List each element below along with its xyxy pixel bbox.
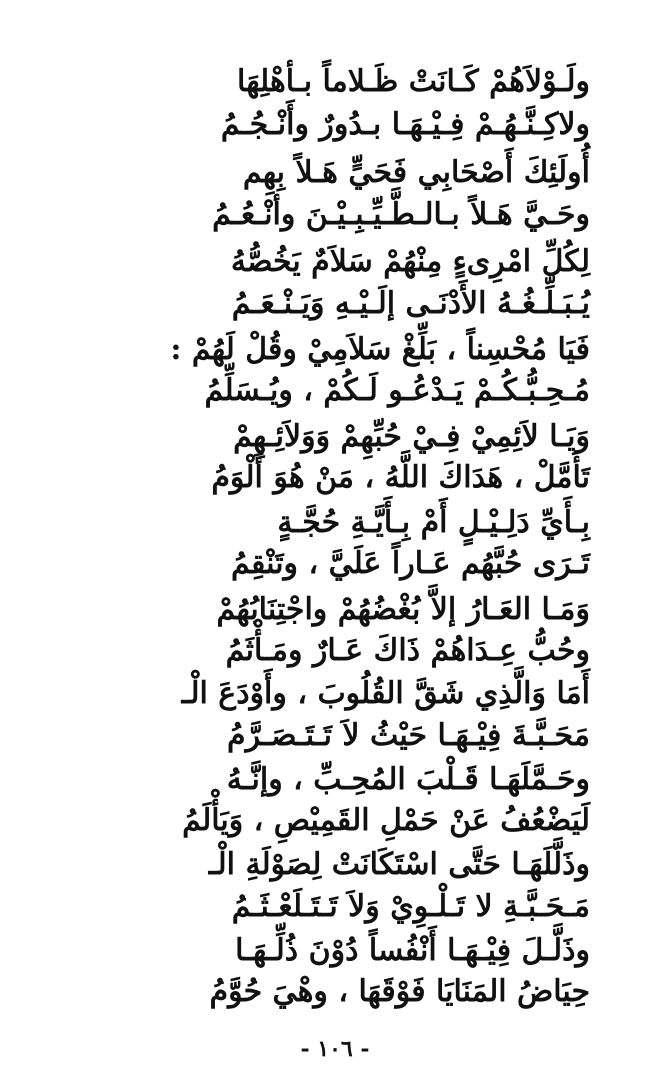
poem-line: تَـرَى حُبَّهُم عَـاراً عَلَيَّ ، وتَنْقِمُ (231, 546, 590, 581)
poem-line: ولاكِـنَّـهُـمْ فِـيْـهَـا بـدُورٌ وأَنْـجُـمُ (220, 107, 590, 142)
poem-line: لَيَضْعُفُ عَنْ حَمْلِ القَمِيْصِ ، وَيَأْلَمُ (182, 803, 590, 838)
poem-line: وحَـيَّ هَـلاً بـالـطَّـيِّـبِـيْـنَ وأنْـعُـمُ (212, 197, 590, 232)
page-number: - ١٠٦ - (300, 1036, 370, 1062)
poem-line: تَأَمَّلْ ، هَدَاكَ اللَّهُ ، مَنْ هُوَ أَلْوَمُ (211, 460, 590, 495)
poem-line: وذَلَّـلَ فِيْـهَـا أَنْفُساً دُوْنَ ذُلِّـهَـا (235, 933, 590, 968)
poem-line: وحُبُّ عِـدَاهُمْ ذَاكَ عَـارٌ ومَـأْثَمُ (225, 633, 590, 668)
poem-line: وذَلَّلَهَـا حَتَّى اسْتَكَانَتْ لِصَوْلَةِ الْـ (208, 847, 590, 882)
poem-line: حِيَاضُ المَنَايَا فَوْقَهَا ، وهْيَ حُوَّمُ (209, 974, 590, 1009)
poem-line: يُـبَـلِّـغُـهُ الأَدْنَـى إلَـيْـهِ وَيَـنْـعَـمُ (231, 286, 590, 321)
poem-line: بِـأَيِّ دَلِـيْـلٍ أَمْ بِـأَيَّـةِ حُجَّـةٍ (277, 505, 590, 540)
poem-line: أُولَئِكَ أَصْحَابِي فَحَيٍّ هَـلاً بِهِم (242, 155, 590, 190)
poem-line: مُـحِـبُّـكُـمْ يَـدْعُـو لَـكُمْ ، ويُـسَلِّمُ (204, 373, 590, 408)
poem-line: فَيَا مُحْسِناً ، بَلِّغْ سَلاَمِيْ وقُلْ لَهُمْ : (170, 332, 590, 367)
poem-line: ولَـوْلاَهُمْ كَـانَتْ ظَـلاماً بـأهْلِهَا (237, 64, 590, 99)
poem-line: أَمَا وَالَّذِي شَقَّ القُلُوبَ ، وأَوْدَعَ الْـ (181, 676, 590, 711)
poem-line: لِكُلِّ امْرِىءٍ مِنْهُمْ سَلاَمٌ يَخُصُّهُ (230, 244, 590, 279)
poem-line: وحَـمَّلَهَـا قَـلْبَ المُحِـبِّ ، وإنَّـهُ (226, 762, 590, 797)
poem-line: وَيَـا لاَئِمِيْ فِـيْ حُبِّهِمْ وَوَلاَئِـهِمْ (233, 419, 590, 454)
poem-line: وَمَـا العَـارُ إلاَّ بُغْضُهُمْ واجْتِنَابُهُمْ (216, 592, 590, 627)
poem-line: مَحَـبَّـةَ فِيْـهَـا حَيْثُ لاَ تَـتَـصَـرَّمُ (227, 718, 590, 753)
poem-block (70, 62, 590, 1009)
poem-line: مَـحَـبَّـةِ لا تَـلْـوِيْ وَلاَ تَـتَـلَعْـثَـمُ (231, 889, 590, 924)
